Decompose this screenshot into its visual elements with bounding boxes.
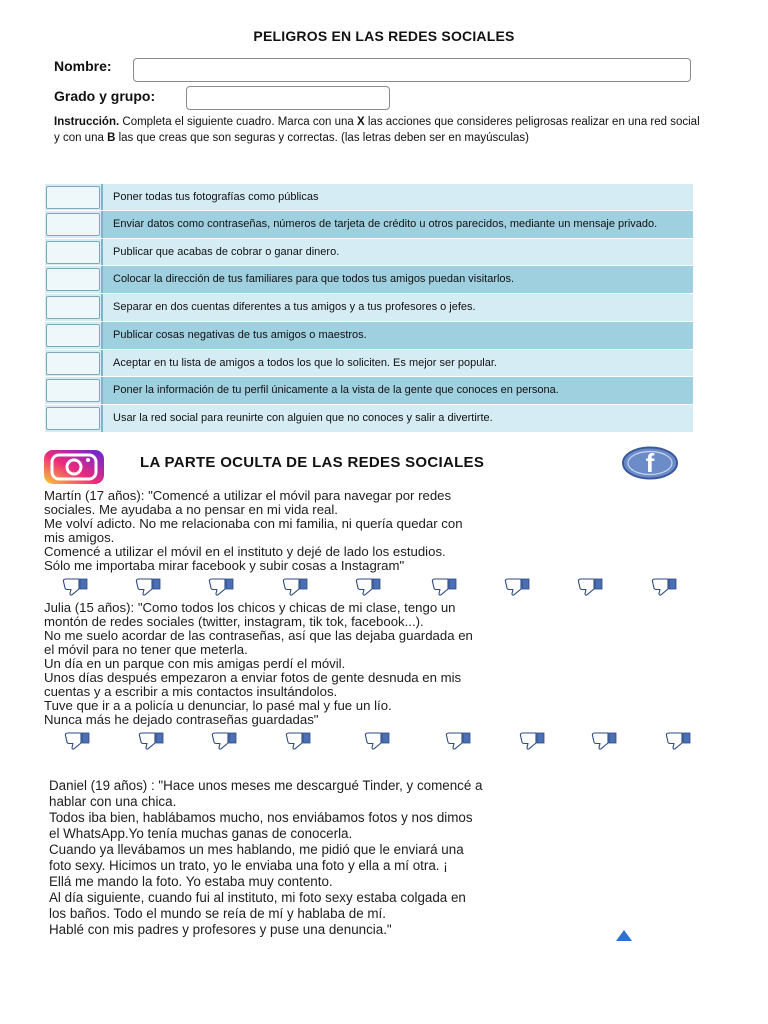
page-title: PELIGROS EN LAS REDES SOCIALES — [253, 28, 515, 44]
facebook-logo-icon — [621, 446, 679, 480]
answer-box[interactable] — [46, 268, 100, 291]
thumbs-row-1 — [0, 578, 768, 600]
thumbs-row-2 — [0, 732, 768, 754]
answer-cell — [45, 377, 102, 404]
action-text: Separar en dos cuentas diferentes a tus amigos y a tus profesores o jefes. — [102, 294, 693, 321]
arrow-up-icon — [614, 928, 634, 942]
thumbs-down-icon[interactable] — [207, 578, 235, 596]
action-text: Publicar cosas negativas de tus amigos o maestros. — [102, 322, 693, 349]
action-text: Publicar que acabas de cobrar o ganar dinero. — [102, 239, 693, 265]
instruction-text — [54, 114, 704, 146]
thumbs-down-icon[interactable] — [281, 578, 309, 596]
answer-box[interactable] — [46, 407, 100, 430]
answer-cell — [45, 266, 102, 293]
table-row — [45, 350, 693, 377]
thumbs-down-icon[interactable] — [284, 732, 312, 750]
action-text: Enviar datos como contraseñas, números de tarjeta de crédito u otros parecidos, mediante un mensaje privado. — [102, 211, 693, 238]
thumbs-down-icon[interactable] — [590, 732, 618, 750]
answer-cell — [45, 350, 102, 376]
thumbs-down-icon[interactable] — [664, 732, 692, 750]
answer-cell — [45, 239, 102, 265]
table-row — [45, 211, 693, 239]
table-row — [45, 322, 693, 350]
thumbs-down-icon[interactable] — [503, 578, 531, 596]
table-row — [45, 266, 693, 294]
answer-box[interactable] — [46, 324, 100, 347]
table-row — [45, 294, 693, 322]
answer-box[interactable] — [46, 213, 100, 236]
instruction-b: B — [107, 132, 116, 144]
action-text: Usar la red social para reunirte con alguien que no conoces y salir a divertirte. — [102, 405, 693, 432]
story-daniel — [49, 778, 689, 938]
answer-cell — [45, 322, 102, 349]
thumbs-down-icon[interactable] — [650, 578, 678, 596]
thumbs-down-icon[interactable] — [576, 578, 604, 596]
instruction-x: X — [357, 116, 365, 128]
thumbs-down-icon[interactable] — [354, 578, 382, 596]
answer-cell — [45, 184, 102, 210]
thumbs-down-icon[interactable] — [134, 578, 162, 596]
answer-box[interactable] — [46, 352, 100, 375]
section-title: LA PARTE OCULTA DE LAS REDES SOCIALES — [140, 454, 485, 471]
actions-table — [45, 184, 693, 433]
story-martin — [44, 489, 684, 573]
answer-box[interactable] — [46, 186, 100, 209]
table-row — [45, 405, 693, 433]
grade-input[interactable] — [186, 86, 390, 110]
name-input[interactable] — [133, 58, 691, 82]
thumbs-down-icon[interactable] — [210, 732, 238, 750]
story-julia-text: Julia (15 años): "Como todos los chicos y chicas de mi clase, tengo un montón de redes sociales (twitter, instagram, tik tok, facebook...). No me suelo acordar de las contraseñas, así que las dejaba guardada en el móvil para no tener que meterla. Un día en un parque con mis amigas perdí el móvil. Unos días después empezaron a enviar fotos de gente desnuda en mis cuentas y a escribir a mis contactos insultándolos. Tuve que ir a a policía u denunciar, lo pasé mal y fue un lío. Nunca más he dejado contraseñas guardadas" — [44, 600, 473, 727]
answer-box[interactable] — [46, 296, 100, 319]
action-text: Colocar la dirección de tus familiares para que todos tus amigos puedan visitarlos. — [102, 266, 693, 293]
thumbs-down-icon[interactable] — [61, 578, 89, 596]
instruction-part3: las que creas que son seguras y correctas. (las letras deben ser en mayúsculas) — [115, 132, 529, 144]
action-text: Poner todas tus fotografías como públicas — [102, 184, 693, 210]
thumbs-down-icon[interactable] — [137, 732, 165, 750]
thumbs-down-icon[interactable] — [518, 732, 546, 750]
answer-cell — [45, 211, 102, 238]
table-row — [45, 239, 693, 266]
name-label: Nombre: — [54, 58, 112, 74]
answer-cell — [45, 405, 102, 432]
thumbs-down-icon[interactable] — [63, 732, 91, 750]
table-row — [45, 184, 693, 211]
thumbs-down-icon[interactable] — [444, 732, 472, 750]
grade-label: Grado y grupo: — [54, 88, 156, 104]
facebook-letter: f — [645, 448, 655, 478]
action-text: Poner la información de tu perfil únicamente a la vista de la gente que conoces en persona. — [102, 377, 693, 404]
answer-box[interactable] — [46, 379, 100, 402]
story-daniel-text: Daniel (19 años) : "Hace unos meses me descargué Tinder, y comencé a hablar con una chica. Todos iba bien, hablábamos mucho, nos enviábamos fotos y nos dimos el WhatsApp.Yo tenía muchas ganas de conocerla. Cuando ya llevábamos un mes hablando, me pidió que le enviará una foto sexy. Hicimos un trato, yo le enviaba una foto y ella a mí otra. ¡ Ellá me mando la foto. Yo estaba muy contento. Al día siguiente, cuando fui al instituto, mi foto sexy estaba colgada en los baños. Todo el mundo se reía de mí y hablaba de mí. Hablé con mis padres y profesores y puse una denuncia." — [49, 778, 483, 937]
instruction-part2: las acciones que consideres peligrosas realizar en una red social y con una — [54, 116, 700, 144]
instruction-lead: Instrucción. — [54, 116, 120, 128]
thumbs-down-icon[interactable] — [430, 578, 458, 596]
story-martin-text: Martín (17 años): "Comencé a utilizar el móvil para navegar por redes sociales. Me ayudaba a no pensar en mi vida real. Me volví adicto. No me relacionaba con mi familia, ni quería quedar con mis amigos. Comencé a utilizar el móvil en el instituto y dejé de lado los estudios. Sólo me importaba mirar facebook y subir cosas a Instagram" — [44, 488, 463, 573]
table-row — [45, 377, 693, 405]
answer-box[interactable] — [46, 241, 100, 264]
thumbs-down-icon[interactable] — [363, 732, 391, 750]
instruction-part1: Completa el siguiente cuadro. Marca con una — [119, 116, 357, 128]
action-text: Aceptar en tu lista de amigos a todos los que lo soliciten. Es mejor ser popular. — [102, 350, 693, 376]
instagram-logo-icon — [44, 450, 104, 484]
story-julia — [44, 601, 684, 727]
answer-cell — [45, 294, 102, 321]
